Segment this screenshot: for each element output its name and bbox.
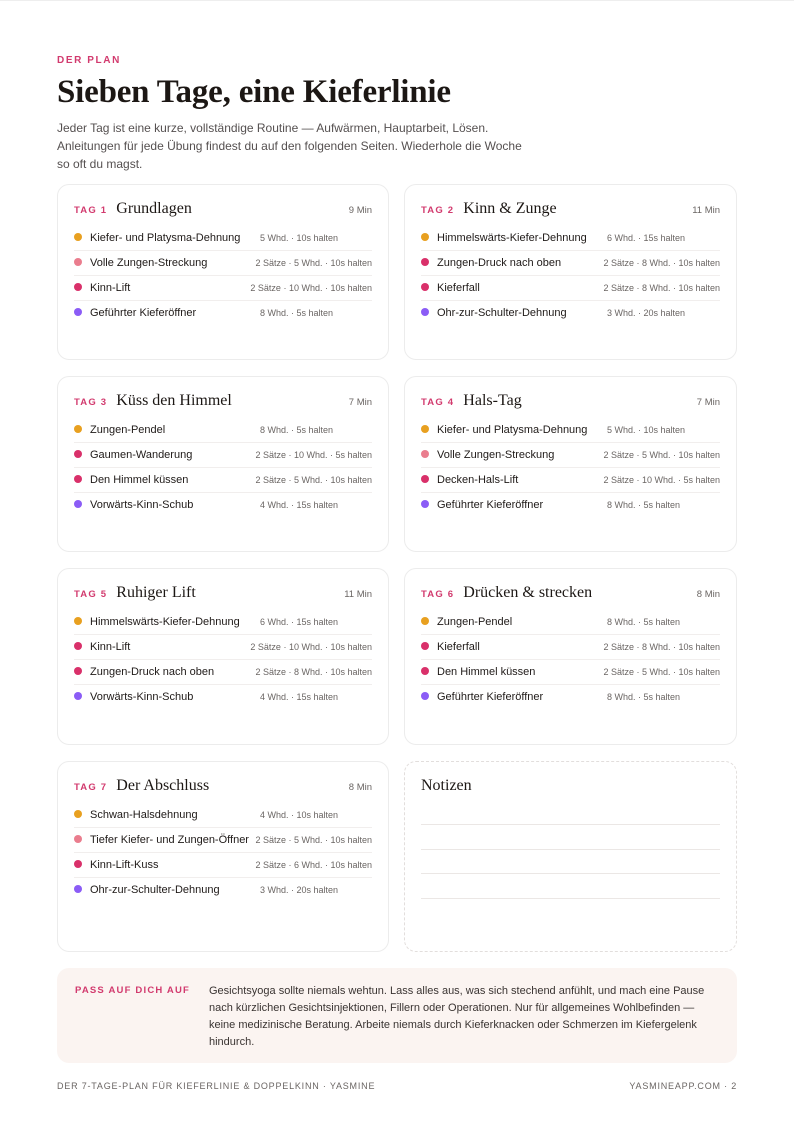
page-title: Sieben Tage, eine Kieferlinie [57, 74, 451, 110]
exercise-name: Tiefer Kiefer- und Zungen-Öffner [90, 834, 249, 846]
exercise-dot-icon [74, 885, 82, 893]
exercise-dose: 2 Sätze · 8 Whd. · 10s halten [603, 283, 720, 293]
exercise-dose: 2 Sätze · 8 Whd. · 10s halten [603, 642, 720, 652]
exercise-name: Decken-Hals-Lift [437, 474, 519, 486]
exercise-dot-icon [421, 692, 429, 700]
exercise-name: Kinn-Lift [90, 641, 131, 653]
day-card-header [74, 584, 372, 606]
exercise-row [74, 610, 372, 635]
exercise-name: Zungen-Druck nach oben [90, 666, 215, 678]
exercise-dose: 3 Whd. · 20s halten [260, 885, 339, 895]
exercise-dose: 2 Sätze · 6 Whd. · 10s halten [255, 860, 372, 870]
exercise-list [74, 226, 372, 325]
exercise-dot-icon [74, 308, 82, 316]
exercise-dot-icon [421, 283, 429, 291]
exercise-dot-icon [74, 425, 82, 433]
exercise-dot-icon [421, 642, 429, 650]
exercise-dot-icon [421, 500, 429, 508]
day-card-header [74, 392, 372, 414]
exercise-row [421, 493, 720, 517]
exercise-row [421, 276, 720, 301]
exercise-row [74, 878, 372, 902]
note-line [421, 873, 720, 874]
exercise-row [421, 635, 720, 660]
exercise-name: Kieferfall [437, 282, 480, 294]
safety-notice [57, 968, 737, 1063]
day-card [404, 376, 737, 552]
exercise-name: Den Himmel küssen [90, 474, 189, 486]
day-card [57, 568, 389, 745]
exercise-row [74, 226, 372, 251]
exercise-row [74, 660, 372, 685]
safety-notice-text: Gesichtsyoga sollte niemals wehtun. Lass alles aus, was sich stechend anfühlt, und mach eine Pause nach kürzlichen Gesichtsinjektionen, Fillern oder Operationen. Nur für allgemeines Wohlbefinden — keine medizinische Beratung. Arbeite niemals durch Kieferknacken oder Schmerzen im Kiefergelenk hindurch. [209, 985, 705, 1048]
exercise-dot-icon [421, 233, 429, 241]
exercise-row [421, 443, 720, 468]
exercise-list [74, 610, 372, 709]
exercise-dot-icon [74, 810, 82, 818]
exercise-dot-icon [421, 450, 429, 458]
day-card [57, 376, 389, 552]
day-duration: 11 Min [692, 205, 720, 216]
day-title: Drücken & strecken [463, 584, 593, 601]
exercise-dot-icon [421, 617, 429, 625]
day-label: TAG 2 [421, 205, 455, 216]
day-title: Der Abschluss [116, 777, 210, 794]
exercise-dose: 3 Whd. · 20s halten [607, 308, 686, 318]
exercise-dot-icon [74, 642, 82, 650]
exercise-name: Himmelswärts-Kiefer-Dehnung [437, 232, 587, 244]
day-card-header [74, 777, 372, 799]
exercise-row [421, 301, 720, 325]
exercise-row [74, 685, 372, 709]
exercise-dose: 8 Whd. · 5s halten [260, 308, 334, 318]
exercise-name: Himmelswärts-Kiefer-Dehnung [90, 616, 240, 628]
day-label: TAG 3 [74, 397, 108, 408]
exercise-dot-icon [421, 258, 429, 266]
exercise-dot-icon [421, 425, 429, 433]
exercise-dot-icon [74, 450, 82, 458]
exercise-dose: 5 Whd. · 10s halten [260, 233, 339, 243]
exercise-dot-icon [74, 667, 82, 675]
exercise-row [74, 418, 372, 443]
exercise-dose: 2 Sätze · 5 Whd. · 10s halten [603, 450, 720, 460]
exercise-dose: 2 Sätze · 8 Whd. · 10s halten [603, 258, 720, 268]
exercise-row [74, 301, 372, 325]
exercise-name: Gaumen-Wanderung [90, 449, 193, 461]
exercise-row [74, 853, 372, 878]
exercise-dot-icon [74, 233, 82, 241]
exercise-dose: 6 Whd. · 15s halten [260, 617, 339, 627]
exercise-dot-icon [74, 860, 82, 868]
exercise-dose: 2 Sätze · 10 Whd. · 10s halten [250, 642, 372, 652]
exercise-row [421, 610, 720, 635]
day-label: TAG 5 [74, 589, 108, 600]
day-duration: 9 Min [348, 205, 372, 216]
exercise-name: Ohr-zur-Schulter-Dehnung [437, 307, 567, 319]
day-label: TAG 6 [421, 589, 455, 600]
exercise-list [421, 610, 720, 709]
exercise-dose: 8 Whd. · 5s halten [260, 425, 334, 435]
exercise-name: Zungen-Druck nach oben [437, 257, 562, 269]
exercise-name: Zungen-Pendel [90, 424, 166, 436]
exercise-dose: 2 Sätze · 8 Whd. · 10s halten [255, 667, 372, 677]
day-label: TAG 4 [421, 397, 455, 408]
exercise-dose: 2 Sätze · 5 Whd. · 10s halten [255, 475, 372, 485]
exercise-name: Schwan-Halsdehnung [90, 809, 198, 821]
exercise-dose: 2 Sätze · 10 Whd. · 10s halten [250, 283, 372, 293]
exercise-list [421, 226, 720, 325]
exercise-name: Vorwärts-Kinn-Schub [90, 499, 194, 511]
exercise-name: Kinn-Lift [90, 282, 131, 294]
exercise-dot-icon [421, 308, 429, 316]
exercise-dose: 8 Whd. · 5s halten [607, 617, 681, 627]
exercise-name: Den Himmel küssen [437, 666, 536, 678]
exercise-row [74, 468, 372, 493]
note-line [421, 824, 720, 825]
day-card-header [74, 200, 372, 222]
exercise-name: Geführter Kieferöffner [437, 691, 544, 703]
exercise-list [74, 803, 372, 902]
exercise-row [421, 685, 720, 709]
day-duration: 8 Min [348, 782, 372, 793]
footer-page-info: YASMINEAPP.COM · 2 [629, 1081, 737, 1091]
day-duration: 8 Min [696, 589, 720, 600]
exercise-row [74, 493, 372, 517]
day-title: Küss den Himmel [116, 392, 232, 409]
top-divider [0, 0, 794, 1]
day-title: Ruhiger Lift [116, 584, 196, 601]
exercise-row [421, 226, 720, 251]
exercise-dose: 6 Whd. · 15s halten [607, 233, 686, 243]
day-card-header [421, 392, 720, 414]
exercise-row [421, 418, 720, 443]
day-duration: 11 Min [344, 589, 372, 600]
intro-text: Jeder Tag ist eine kurze, vollständige Routine — Aufwärmen, Hauptarbeit, Lösen. Anleitungen für jede Übung findest du auf den folgenden Seiten. Wiederhole die Woche so oft du magst. [57, 121, 522, 171]
exercise-row [74, 251, 372, 276]
footer-title: DER 7-TAGE-PLAN FÜR KIEFERLINIE & DOPPELKINN · YASMINE [57, 1081, 376, 1091]
exercise-row [421, 660, 720, 685]
exercise-row [74, 803, 372, 828]
exercise-dot-icon [74, 500, 82, 508]
exercise-dose: 2 Sätze · 5 Whd. · 10s halten [255, 258, 372, 268]
safety-notice-label: PASS AUF DICH AUF [75, 985, 191, 996]
day-card-header [421, 200, 720, 222]
day-label: TAG 1 [74, 205, 108, 216]
exercise-dose: 4 Whd. · 10s halten [260, 810, 339, 820]
exercise-name: Volle Zungen-Streckung [437, 449, 555, 461]
day-duration: 7 Min [696, 397, 720, 408]
exercise-row [74, 443, 372, 468]
note-line [421, 898, 720, 899]
day-card [404, 568, 737, 745]
day-title: Hals-Tag [463, 392, 522, 409]
exercise-row [74, 828, 372, 853]
exercise-dose: 2 Sätze · 5 Whd. · 10s halten [255, 835, 372, 845]
exercise-row [421, 251, 720, 276]
exercise-dot-icon [74, 692, 82, 700]
day-label: TAG 7 [74, 782, 108, 793]
exercise-dot-icon [74, 258, 82, 266]
exercise-name: Geführter Kieferöffner [437, 499, 544, 511]
exercise-row [74, 276, 372, 301]
exercise-dot-icon [74, 617, 82, 625]
note-line [421, 849, 720, 850]
day-card [57, 184, 389, 360]
exercise-name: Vorwärts-Kinn-Schub [90, 691, 194, 703]
exercise-name: Volle Zungen-Streckung [90, 257, 208, 269]
exercise-name: Kiefer- und Platysma-Dehnung [90, 232, 241, 244]
exercise-dose: 4 Whd. · 15s halten [260, 500, 339, 510]
exercise-name: Geführter Kieferöffner [90, 307, 197, 319]
exercise-dot-icon [74, 835, 82, 843]
exercise-dot-icon [74, 475, 82, 483]
exercise-list [421, 418, 720, 517]
section-eyebrow: DER PLAN [57, 55, 121, 66]
day-card [404, 184, 737, 360]
exercise-dose: 5 Whd. · 10s halten [607, 425, 686, 435]
exercise-row [421, 468, 720, 493]
exercise-dose: 2 Sätze · 10 Whd. · 5s halten [255, 450, 372, 460]
day-card-header [421, 584, 720, 606]
exercise-dose: 8 Whd. · 5s halten [607, 500, 681, 510]
exercise-dot-icon [421, 667, 429, 675]
exercise-row [74, 635, 372, 660]
exercise-dose: 2 Sätze · 10 Whd. · 5s halten [603, 475, 720, 485]
day-card [57, 761, 389, 952]
exercise-dot-icon [74, 283, 82, 291]
notes-card [404, 761, 737, 952]
exercise-name: Kieferfall [437, 641, 480, 653]
day-title: Kinn & Zunge [463, 200, 557, 217]
exercise-name: Ohr-zur-Schulter-Dehnung [90, 884, 220, 896]
exercise-dose: 2 Sätze · 5 Whd. · 10s halten [603, 667, 720, 677]
exercise-name: Kiefer- und Platysma-Dehnung [437, 424, 588, 436]
exercise-name: Kinn-Lift-Kuss [90, 859, 159, 871]
notes-title: Notizen [421, 777, 472, 794]
day-title: Grundlagen [116, 200, 192, 217]
exercise-dot-icon [421, 475, 429, 483]
day-duration: 7 Min [348, 397, 372, 408]
exercise-dose: 8 Whd. · 5s halten [607, 692, 681, 702]
exercise-dose: 4 Whd. · 15s halten [260, 692, 339, 702]
exercise-list [74, 418, 372, 517]
exercise-name: Zungen-Pendel [437, 616, 513, 628]
